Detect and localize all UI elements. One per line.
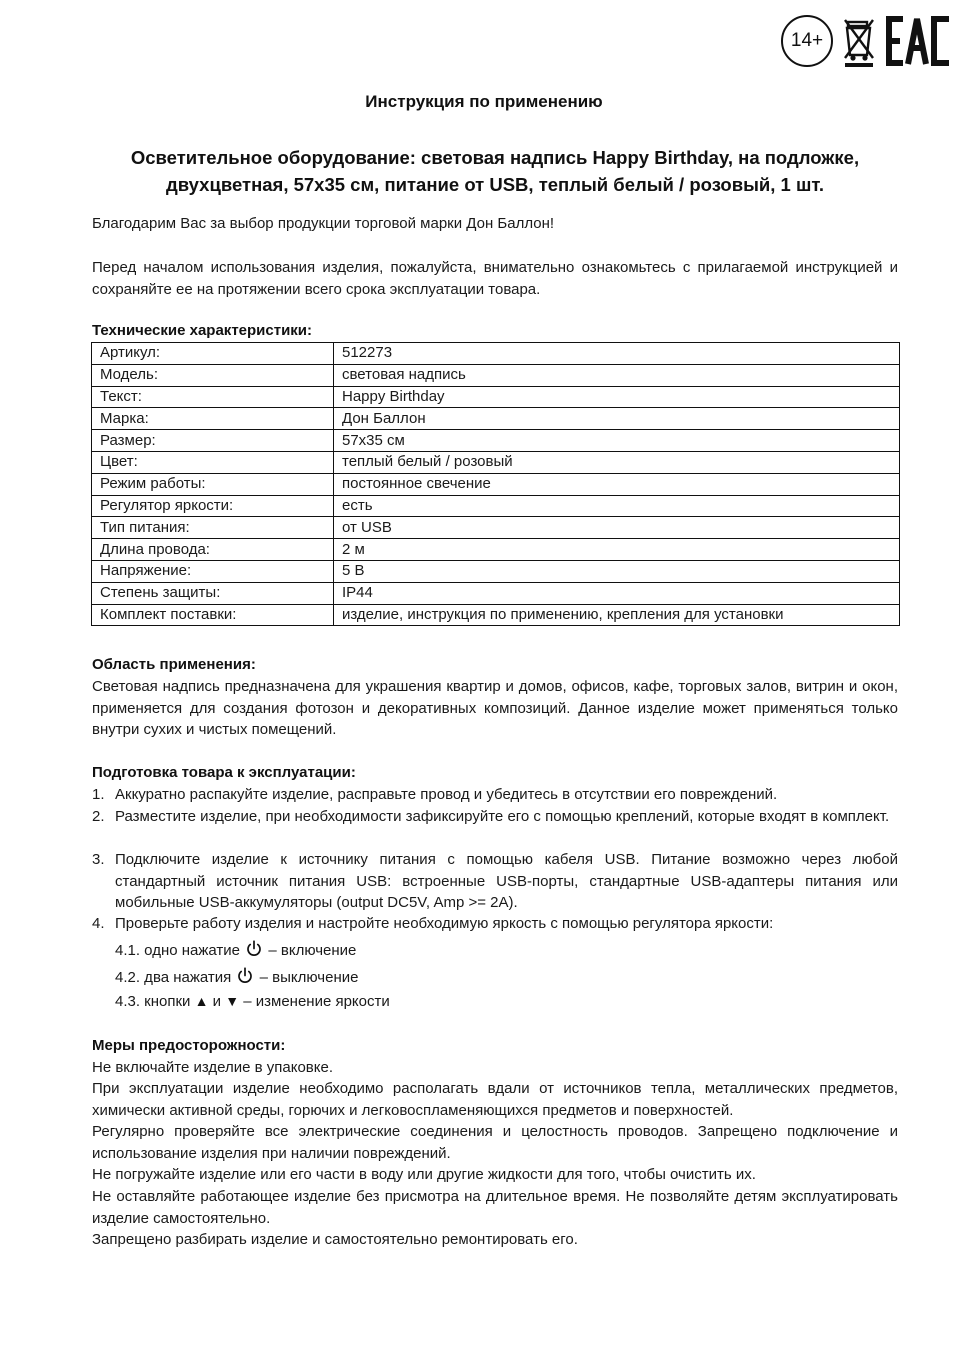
- eac-logo: [886, 16, 952, 66]
- spec-value: 2 м: [334, 539, 900, 561]
- spec-value: Happy Birthday: [334, 386, 900, 408]
- spec-key: Режим работы:: [92, 473, 334, 495]
- table-row: [92, 386, 900, 408]
- list-text: Проверьте работу изделия и настройте необходимую яркость с помощью регулятора яркости:: [115, 915, 774, 932]
- spec-key: Степень защиты:: [92, 582, 334, 604]
- spec-key: Размер:: [92, 430, 334, 452]
- spec-value: 5 В: [334, 560, 900, 582]
- precaution-line: Регулярно проверяйте все электрические соединения и целостность проводов. Запрещено подключение и использование изделия при наличии повреждений.: [92, 1123, 898, 1162]
- sub-item-prefix: 4.3. кнопки: [115, 993, 191, 1010]
- list-number: 2.: [92, 808, 105, 825]
- list-number: 1.: [92, 786, 105, 803]
- table-row: [92, 517, 900, 539]
- spec-value: IP44: [334, 582, 900, 604]
- spec-key: Комплект поставки:: [92, 604, 334, 626]
- sub-item-conjunction: и: [212, 993, 222, 1010]
- specs-heading: Технические характеристики:: [92, 322, 313, 339]
- list-number: 3.: [92, 851, 105, 868]
- precaution-line: Не погружайте изделие или его части в воду или другие жидкости для того, чтобы очистить их.: [92, 1166, 756, 1183]
- spec-value: Дон Баллон: [334, 408, 900, 430]
- certification-marks: [778, 12, 956, 70]
- precaution-line: Не включайте изделие в упаковке.: [92, 1059, 334, 1076]
- spec-value: есть: [334, 495, 900, 517]
- table-row: [92, 604, 900, 626]
- usage-text: Световая надпись предназначена для украшения квартир и домов, офисов, кафе, торговых залов, витрин и окон, применяется для создания фотозон и декоративных композиций. Данное изделие может применяться только внутри сухих и чистых помещений.: [92, 678, 898, 738]
- sub-item-power-on: [115, 940, 356, 961]
- table-row: [92, 560, 900, 582]
- precaution-line: При эксплуатации изделие необходимо располагать вдали от источников тепла, металлических предметов, химически активной среды, горючих и легковоспламеняющихся предметов и поверхностей.: [92, 1080, 898, 1119]
- precaution-line: Запрещено разбирать изделие и самостоятельно ремонтировать его.: [92, 1231, 578, 1248]
- preparation-heading: Подготовка товара к эксплуатации:: [92, 764, 356, 781]
- product-subtitle: Осветительное оборудование: световая надпись Happy Birthday, на подложке, двухцветная, 57х35 см, питание от USB, теплый белый / розовый, 1 шт.: [130, 147, 860, 195]
- sub-item-prefix: 4.1. одно нажатие: [115, 942, 241, 959]
- intro-text: Перед началом использования изделия, пожалуйста, внимательно ознакомьтесь с прилагаемой инструкцией и сохраняйте ее на протяжении всего срока эксплуатации товара.: [92, 259, 898, 298]
- spec-key: Марка:: [92, 408, 334, 430]
- table-row: [92, 430, 900, 452]
- spec-value: 57х35 см: [334, 430, 900, 452]
- list-text: Разместите изделие, при необходимости зафиксируйте его с помощью креплений, которые входят в комплект.: [115, 808, 890, 825]
- table-row: [92, 473, 900, 495]
- table-row: [92, 495, 900, 517]
- table-row: [92, 343, 900, 365]
- spec-key: Артикул:: [92, 343, 334, 365]
- triangle-down-icon: ▼: [225, 993, 240, 1009]
- spec-key: Регулятор яркости:: [92, 495, 334, 517]
- table-row: [92, 582, 900, 604]
- spec-value: 512273: [334, 343, 900, 365]
- usage-heading: Область применения:: [92, 656, 256, 673]
- specs-table: [91, 342, 900, 626]
- thanks-text: Благодарим Вас за выбор продукции торговой марки Дон Баллон!: [92, 215, 555, 232]
- spec-key: Длина провода:: [92, 539, 334, 561]
- list-item: [92, 784, 898, 806]
- sub-item-suffix: – выключение: [259, 969, 359, 986]
- sub-item-suffix: – изменение яркости: [243, 993, 390, 1010]
- crossed-out-wheelie-bin-icon: [842, 14, 876, 68]
- triangle-up-icon: ▲: [194, 993, 209, 1009]
- list-item: [92, 913, 898, 935]
- spec-value: от USB: [334, 517, 900, 539]
- sub-item-prefix: 4.2. два нажатия: [115, 969, 232, 986]
- power-icon: [246, 940, 262, 957]
- spec-value: изделие, инструкция по применению, крепления для установки: [334, 604, 900, 626]
- precautions-heading: Меры предосторожности:: [92, 1037, 286, 1054]
- spec-key: Цвет:: [92, 451, 334, 473]
- spec-key: Текст:: [92, 386, 334, 408]
- table-row: [92, 364, 900, 386]
- precaution-line: Не оставляйте работающее изделие без присмотра на длительное время. Не позволяйте детям эксплуатировать изделие самостоятельно.: [92, 1188, 898, 1227]
- spec-value: световая надпись: [334, 364, 900, 386]
- table-row: [92, 539, 900, 561]
- list-item: [92, 806, 898, 828]
- list-item: [92, 849, 898, 914]
- page-title: Инструкция по применению: [365, 92, 603, 111]
- list-text: Аккуратно распакуйте изделие, расправьте провод и убедитесь в отсутствии его повреждений.: [115, 786, 778, 803]
- sub-item-power-off: [115, 967, 358, 988]
- spec-value: постоянное свечение: [334, 473, 900, 495]
- spec-key: Тип питания:: [92, 517, 334, 539]
- list-text: Подключите изделие к источнику питания с помощью кабеля USB. Питание возможно через любой стандартный источник питания USB: встроенные USB-порты, стандартные USB-адаптеры питания или мобильные USB-аккумуляторы (output DC5V, Amp >= 2A).: [115, 851, 898, 911]
- table-row: [92, 408, 900, 430]
- spec-key: Напряжение:: [92, 560, 334, 582]
- spec-key: Модель:: [92, 364, 334, 386]
- sub-item-brightness: [115, 991, 390, 1012]
- power-icon: [237, 967, 253, 984]
- list-number: 4.: [92, 915, 105, 932]
- sub-item-suffix: – включение: [268, 942, 357, 959]
- spec-value: теплый белый / розовый: [334, 451, 900, 473]
- table-row: [92, 451, 900, 473]
- age-rating-badge: 14+: [781, 15, 833, 67]
